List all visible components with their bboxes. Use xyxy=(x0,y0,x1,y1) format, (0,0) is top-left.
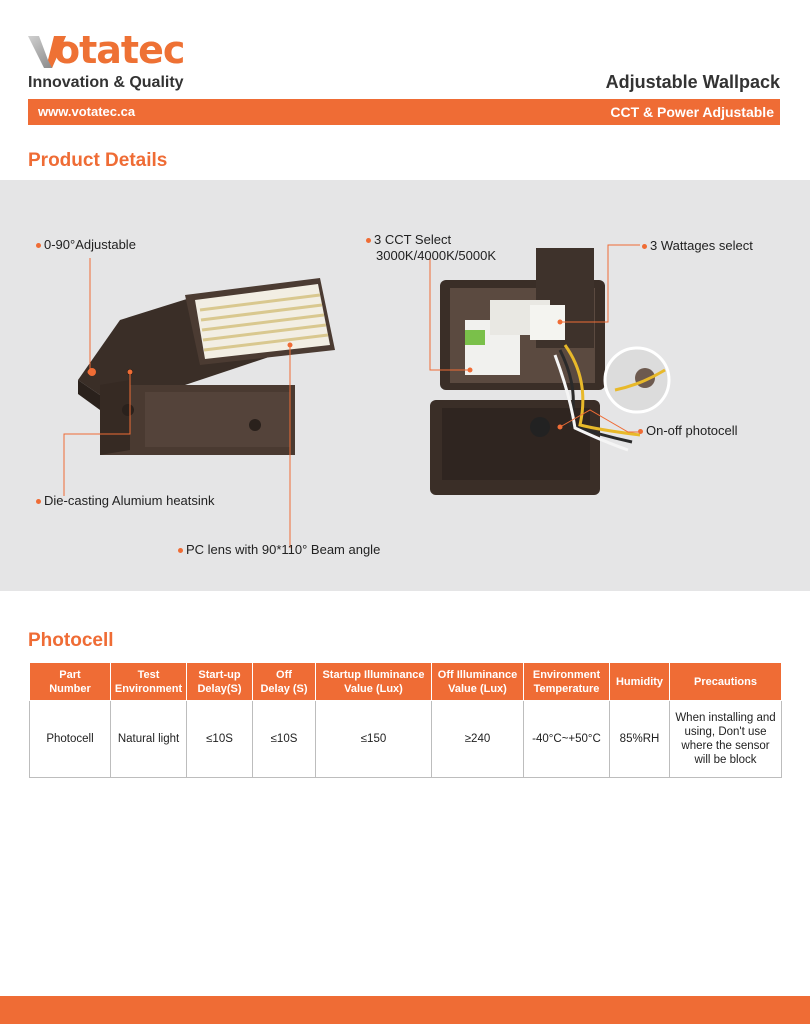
cell-test-environment: Natural light xyxy=(111,701,187,778)
header-off-illuminance: Off Illuminance Value (Lux) xyxy=(432,663,524,701)
bullet-dot-icon xyxy=(366,238,371,243)
header-subtitle: CCT & Power Adjustable xyxy=(610,104,774,120)
brand-wordmark: otatec xyxy=(54,28,185,72)
header-startup-delay: Start-up Delay(S) xyxy=(187,663,253,701)
table-header-row xyxy=(30,663,782,701)
cell-off-delay: ≤10S xyxy=(253,701,316,778)
cell-environment-temperature: -40°C~+50°C xyxy=(524,701,610,778)
table-row xyxy=(30,701,782,778)
bullet-dot-icon xyxy=(178,548,183,553)
cell-startup-illuminance: ≤150 xyxy=(316,701,432,778)
callout-adjustable: 0-90°Adjustable xyxy=(36,237,136,253)
callout-cct-select: 3 CCT Select 3000K/4000K/5000K xyxy=(366,232,496,264)
header-humidity: Humidity xyxy=(610,663,670,701)
cell-part-number: Photocell xyxy=(30,701,111,778)
callout-heatsink: Die-casting Alumium heatsink xyxy=(36,493,215,509)
callout-wattages: 3 Wattages select xyxy=(642,238,753,254)
cell-humidity: 85%RH xyxy=(610,701,670,778)
cell-startup-delay: ≤10S xyxy=(187,701,253,778)
document-title: Adjustable Wallpack xyxy=(605,72,780,92)
callout-photocell: On-off photocell xyxy=(638,423,738,439)
header-part-number: Part Number xyxy=(30,663,111,701)
wallpack-fixture-illustration xyxy=(78,278,335,455)
wallpack-open-illustration xyxy=(430,248,669,495)
bullet-dot-icon xyxy=(36,499,41,504)
header-off-delay: Off Delay (S) xyxy=(253,663,316,701)
photocell-spec-table xyxy=(29,662,782,778)
header-startup-illuminance: Startup Illuminance Value (Lux) xyxy=(316,663,432,701)
bullet-dot-icon xyxy=(642,244,647,249)
header-environment-temperature: Environment Temperature xyxy=(524,663,610,701)
footer-bar xyxy=(0,996,810,1024)
cell-off-illuminance: ≥240 xyxy=(432,701,524,778)
callout-lens: PC lens with 90*110° Beam angle xyxy=(178,542,380,558)
website-link[interactable]: www.votatec.ca xyxy=(38,104,136,119)
header-test-environment: Test Environment xyxy=(111,663,187,701)
photocell-title: Photocell xyxy=(28,630,114,651)
cell-precautions: When installing and using, Don't use where the sensor will be block xyxy=(670,701,782,778)
product-details-title: Product Details xyxy=(28,150,168,171)
product-details-panel xyxy=(0,180,810,591)
bullet-dot-icon xyxy=(638,429,643,434)
brand-tagline: Innovation & Quality xyxy=(28,74,184,91)
bullet-dot-icon xyxy=(36,243,41,248)
header-precautions: Precautions xyxy=(670,663,782,701)
header-bar xyxy=(28,99,780,125)
